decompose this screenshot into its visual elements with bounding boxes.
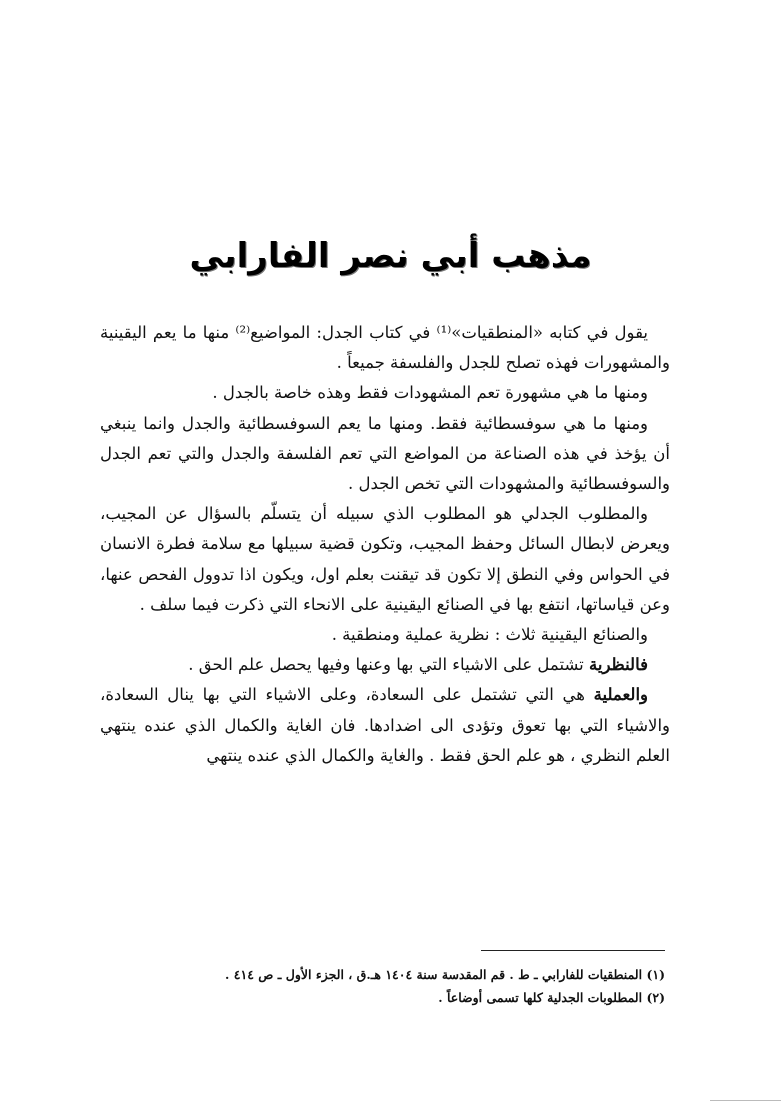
paragraph (100, 499, 670, 620)
footnote-2: (٢) المطلوبات الجدلية كلها تسمى أوضاعاً . (438, 990, 665, 1005)
paragraph-text: تشتمل على الاشياء التي بها وعنها وفيها يحصل علم الحق . (188, 655, 589, 675)
paragraph-text: والصنائع اليقينية ثلاث : نظرية عملية ومنطقية . (331, 625, 648, 645)
paragraph-lead-term: فالنظرية (589, 655, 648, 675)
chapter-title: مذهب أبي نصر الفارابي (189, 236, 592, 276)
main-text (100, 318, 670, 771)
paragraph-text: ومنها ما هي مشهورة تعم المشهودات فقط وهذه خاصة بالجدل . (212, 383, 648, 403)
paragraph-text: يقول في كتابه «المنطقيات»⁽¹⁾ في كتاب الجدل: المواضيع⁽²⁾ منها ما يعم اليقينية والمشهورات فهذه تصلح للجدل والفلسفة جميعاً . (100, 323, 670, 373)
paragraph (100, 650, 670, 680)
paragraph (100, 680, 670, 771)
footnote-1: (١) المنطقيات للفارابي ـ ط . قم المقدسة سنة ١٤٠٤ هـ.ق ، الجزء الأول ـ ص ٤١٤ . (225, 967, 665, 982)
paragraph-text: ومنها ما هي سوفسطائية فقط. ومنها ما يعم السوفسطائية والجدل وانما ينبغي أن يؤخذ في هذه الصناعة من المواضع التي تعم الفلسفة والجدل والتي تعم الجدل والسوفسطائية والمشهودات التي تخص الجدل . (100, 413, 670, 494)
paragraph-lead-term: والعملية (593, 685, 648, 705)
paragraph-text: والمطلوب الجدلي هو المطلوب الذي سبيله أن يتسلّم بالسؤال عن المجيب، ويعرض لابطال السائل وحفظ المجيب، وتكون قضية سبيلها مع سلامة فطرة الانسان في الحواس وفي النطق إلا تكون قد تيقنت بعلم اول، ويكون اذا تدوول الفحص عنها، وعن قياساتها، انتفع بها في الصنائع اليقينية على الانحاء التي ذكرت فيما سلف . (100, 504, 670, 614)
paragraph (100, 378, 670, 408)
paragraph (100, 318, 670, 378)
footnote-divider (481, 950, 665, 951)
footnotes (145, 963, 665, 1009)
paragraph (100, 409, 670, 500)
page-edge-line (710, 1100, 781, 1101)
paragraph (100, 620, 670, 650)
paragraph-text: هي التي تشتمل على السعادة، وعلى الاشياء التي بها ينال السعادة، والاشياء التي بها تعوق وتؤدى الى اضدادها. فان الغاية والكمال الذي عنده ينتهي العلم النظري ، هو علم الحق فقط . والغاية والكمال الذي عنده ينتهي (100, 685, 670, 765)
